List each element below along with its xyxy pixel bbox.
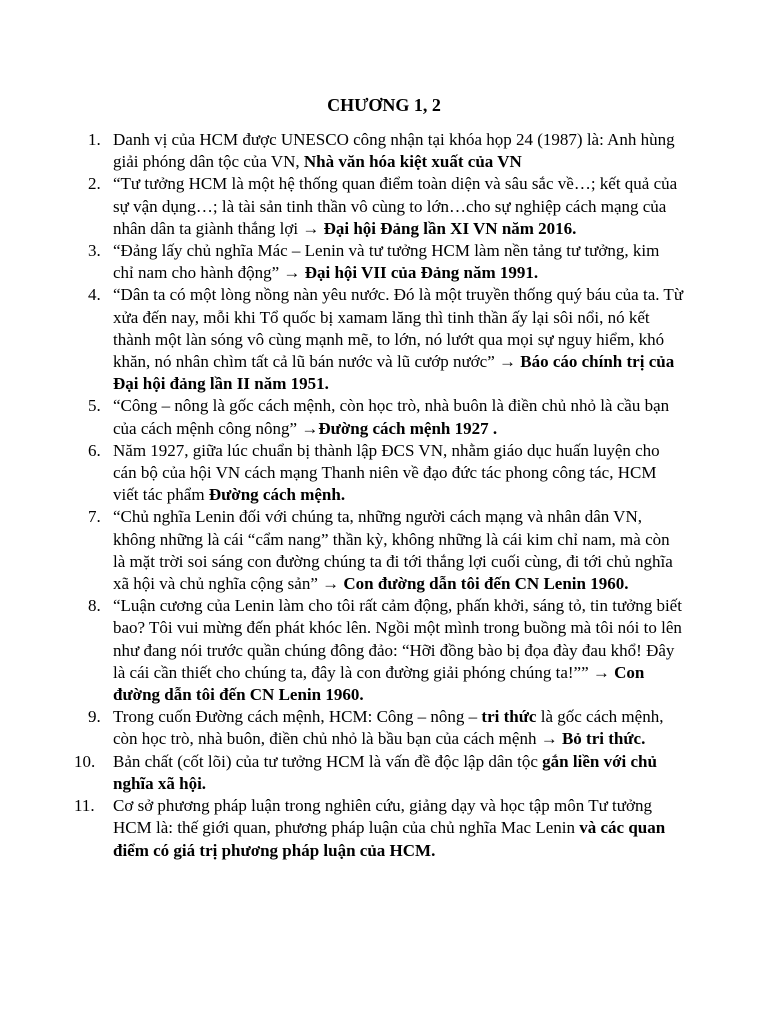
item-answer: và các quan điểm có giá trị phương pháp luận của HCM.: [113, 818, 666, 860]
list-item: [74, 395, 684, 439]
list-item: [74, 795, 684, 862]
item-text: “Luận cương của Lenin làm cho tôi rất cảm động, phấn khởi, sáng tỏ, tin tưởng biết bao? Tôi vui mừng đến phát khóc lên. Ngồi một mình trong buồng mà tôi nói to lên như đang nói trước quần chúng đông đảo: “Hỡi đồng bào bị đọa đày đau khổ! Đây là cái cần thiết cho chúng ta, đây là con đường giải phóng chúng ta!”” →: [113, 596, 682, 682]
item-answer: Con đường dẫn tôi đến CN Lenin 1960.: [113, 662, 645, 705]
item-answer: Đại hội Đảng lần XI VN năm 2016.: [323, 218, 577, 238]
list-item: [74, 706, 684, 750]
item-number: 11.: [74, 796, 95, 816]
item-answer: gắn liền với chủ nghĩa xã hội.: [113, 751, 657, 793]
item-text: “Công – nông là gốc cách mệnh, còn học trò, nhà buôn là điền chủ nhỏ là cầu bạn của cách mệnh công nông” →: [113, 396, 670, 438]
item-answer: Con đường dẫn tôi đến CN Lenin 1960.: [343, 574, 629, 594]
item-number: 9.: [88, 707, 101, 727]
item-number: 6.: [88, 440, 101, 460]
item-text: Trong cuốn Đường cách mệnh, HCM: Công – nông –: [113, 707, 482, 727]
item-answer: Đường cách mệnh 1927 .: [318, 418, 498, 438]
list-item: [74, 129, 684, 173]
item-number: 1.: [88, 130, 101, 149]
item-number: 8.: [88, 596, 101, 616]
item-text-continued: là gốc cách mệnh, còn học trò, nhà buôn, điền chủ nhỏ là bầu bạn của cách mệnh →: [113, 707, 664, 749]
chapter-title: CHƯƠNG 1, 2: [327, 95, 441, 115]
list-item: [74, 173, 684, 240]
item-number: 4.: [88, 285, 101, 305]
item-text: “Đảng lấy chủ nghĩa Mác – Lenin và tư tưởng HCM làm nền tảng tư tưởng, kim chỉ nam cho hành động” →: [113, 241, 660, 283]
item-number: 2.: [88, 174, 101, 194]
item-text: Năm 1927, giữa lúc chuẩn bị thành lập ĐCS VN, nhằm giáo dục huấn luyện cho cán bộ của hội VN cách mạng Thanh niên về đạo đức tác phong công tác, HCM viết tác phẩm: [113, 440, 660, 505]
item-text: “Dân ta có một lòng nồng nàn yêu nước. Đó là một truyền thống quý báu của ta. Từ xửa đến nay, mỗi khi Tổ quốc bị xamam lăng thì tinh thần ấy lại sôi nổi, nó kết thành một làn sóng vô cùng mạnh mẽ, to lớn, nó lướt qua mọi sự nguy hiểm, khó khăn, nó nhân chìm tất cả lũ bán nước và lũ cướp nước” →: [113, 285, 684, 372]
item-text: Cơ sở phương pháp luận trong nghiên cứu, giảng dạy và học tập môn Tư tưởng HCM là: thế giới quan, phương pháp luận của chủ nghĩa Mac Lenin: [113, 796, 652, 838]
list-item: [74, 440, 684, 507]
item-number: 3.: [88, 241, 101, 261]
item-number: 10.: [74, 751, 96, 771]
item-answer: Nhà văn hóa kiệt xuất của VN: [303, 152, 522, 172]
list-item: [74, 595, 684, 706]
question-list: [74, 129, 684, 862]
list-item: [74, 506, 684, 595]
item-text: “Chủ nghĩa Lenin đối với chúng ta, những người cách mạng và nhân dân VN, không những là cái “cẩm nang” thần kỳ, không những là cái kim chỉ nam, mà còn là mặt trời soi sáng con đường chúng ta đi tới thắng lợi cuối cùng, đi tới chủ nghĩa xã hội và chủ nghĩa cộng sản” →: [113, 507, 673, 594]
item-answer: Báo cáo chính trị của Đại hội đảng lần II năm 1951.: [113, 352, 675, 394]
item-text: Danh vị của HCM được UNESCO công nhận tại khóa họp 24 (1987) là: Anh hùng giải phóng dân tộc của VN,: [113, 130, 675, 172]
item-emphasis: tri thức: [481, 707, 537, 727]
item-number: 5.: [88, 396, 101, 416]
list-item: [74, 751, 684, 795]
item-number: 7.: [88, 507, 101, 527]
list-item: [74, 284, 684, 395]
list-item: [74, 240, 684, 284]
item-answer: Bỏ tri thức.: [561, 729, 646, 749]
item-text: Bản chất (cốt lõi) của tư tưởng HCM là vấn đề độc lập dân tộc: [113, 751, 543, 771]
item-text: “Tư tưởng HCM là một hệ thống quan điểm toàn diện và sâu sắc về…; kết quả của sự vận dụng…; là tài sản tinh thần vô cùng to lớn…cho sự nghiệp cách mạng của nhân dân ta giành thắng lợi →: [113, 174, 678, 238]
item-answer: Đại hội VII của Đảng năm 1991.: [304, 263, 539, 283]
item-answer: Đường cách mệnh.: [208, 485, 346, 505]
